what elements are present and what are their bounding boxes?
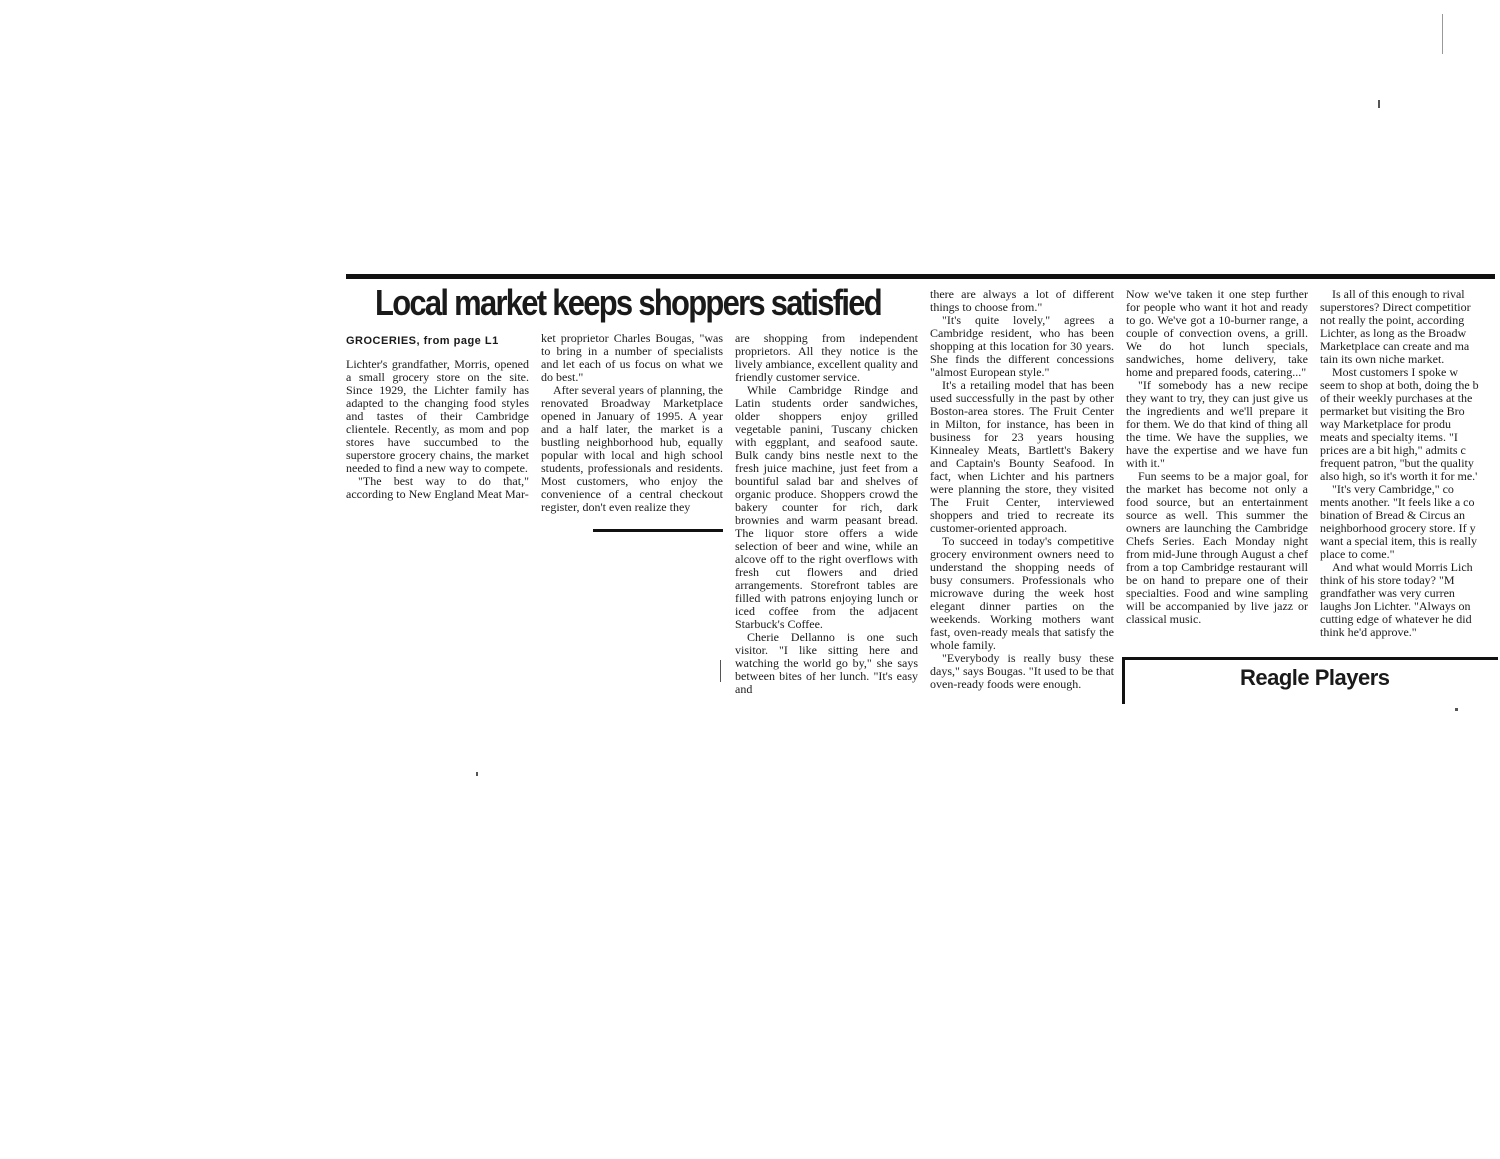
scan-speck [1455, 708, 1458, 711]
paragraph: are shopping from independent proprietors. All they notice is the lively ambiance, excellent quality and friendly customer service. [735, 331, 918, 384]
text-line: And what would Morris Lich [1332, 561, 1473, 574]
paragraph: After several years of planning, the renovated Broadway Marketplace opened in January of 1995. A year and a half later, the market is a bustling neighborhood hub, equally popular with local and high school students, professionals and residents. Most customers, who enjoy the convenience of a central checkout register, don't even realize they [541, 383, 723, 514]
text-line: Is all of this enough to rival [1332, 288, 1465, 301]
jump-line: GROCERIES, from page L1 [346, 335, 499, 347]
column-divider-rule [593, 529, 723, 532]
paragraph: there are always a lot of different things to choose from." [930, 287, 1114, 314]
article-column-4 [930, 288, 1114, 691]
text-line: think he'd approve." [1320, 626, 1417, 639]
text-line: want a special item, this is really [1320, 535, 1477, 548]
article-column-1 [346, 358, 529, 501]
text-line: ments another. "It feels like a co [1320, 496, 1475, 509]
paragraph: ket proprietor Charles Bougas, "was to bring in a number of specialists and let each of us focus on what we do best." [541, 331, 723, 384]
text-line: Marketplace can create and ma [1320, 340, 1470, 353]
scan-speck [1378, 100, 1380, 108]
text-line: think of his store today? "M [1320, 574, 1455, 587]
text-line: place to come." [1320, 548, 1395, 561]
headline: Local market keeps shoppers satisfied [375, 282, 881, 323]
text-line: grandfather was very curren [1320, 587, 1455, 600]
paragraph: "If somebody has a new recipe they want to try, they can just give us the ingredients and we'll prepare it for them. We do that kind of thing all the time. We have the supplies, we have the expertise and we have fun with it." [1126, 378, 1308, 470]
paragraph: Now we've taken it one step further for people who want it hot and ready to go. We've got a 10-burner range, a couple of convection ovens, a grill. We do hot lunch specials, sandwiches, home delivery, take home and prepared foods, catering..." [1126, 287, 1308, 379]
text-line: not really the point, according [1320, 314, 1465, 327]
text-line: tain its own niche market. [1320, 353, 1445, 366]
article-column-6-cropped [1320, 288, 1495, 639]
text-line: laughs Jon Lichter. "Always on [1320, 600, 1471, 613]
advertisement-title: Reagle Players [1240, 665, 1390, 690]
text-line: "It's very Cambridge," co [1332, 483, 1454, 496]
text-line: superstores? Direct competitior [1320, 301, 1471, 314]
text-line: neighborhood grocery store. If y [1320, 522, 1476, 535]
article-column-2 [541, 332, 723, 514]
paragraph: While Cambridge Rindge and Latin students order sandwiches, older shoppers enjoy grilled vegetable panini, Tuscany chicken with eggplant, and seafood saute. Bulk candy bins nestle next to the fresh juice machine, just feet from a bountiful salad bar and shelves of organic produce. Shoppers crowd the bakery counter for rich, dark brownies and warm peasant bread. The liquor store offers a wide selection of beer and wine, while an alcove off to the right overflows with fresh cut flowers and dried arrangements. Storefront tables are filled with patrons enjoying lunch or iced coffee from the adjacent Starbuck's Coffee. [735, 383, 918, 631]
scan-speck [720, 660, 721, 682]
scan-speck [476, 772, 478, 776]
paragraph: Cherie Dellanno is one such visitor. "I like sitting here and watching the world go by," she says between bites of her lunch. "It's easy and [735, 630, 918, 696]
paragraph: To succeed in today's competitive grocery environment owners need to understand the shopping needs of busy consumers. Professionals who microwave during the week host elegant dinner parties on the weekends. Working mothers want fast, oven-ready meals that satisfy the whole family. [930, 534, 1114, 652]
paragraph: It's a retailing model that has been used successfully in the past by other Boston-area stores. The Fruit Center in Milton, for instance, has been in business for 23 years housing Kinnealey Meats, Bartlett's Bakery and Captain's Bounty Seafood. In fact, when Lichter and his partners were planning the store, they visited The Fruit Center, interviewed shoppers and tried to recreate its customer-oriented approach. [930, 378, 1114, 535]
paragraph: "It's quite lovely," agrees a Cambridge resident, who has been shopping at this location for 30 years. She finds the different concessions "almost European style." [930, 313, 1114, 379]
text-line: bination of Bread & Circus an [1320, 509, 1465, 522]
text-line: also high, so it's worth it for me.' [1320, 470, 1478, 483]
paragraph: "The best way to do that," according to New England Meat Mar- [346, 474, 529, 501]
text-line: way Marketplace for produ [1320, 418, 1451, 431]
text-line: of their weekly purchases at the [1320, 392, 1473, 405]
text-line: prices are a bit high," admits c [1320, 444, 1466, 457]
text-line: permarket but visiting the Bro [1320, 405, 1465, 418]
text-line: seem to shop at both, doing the b [1320, 379, 1479, 392]
text-line: meats and specialty items. "I [1320, 431, 1458, 444]
paragraph: "Everybody is really busy these days," says Bougas. "It used to be that oven-ready foods were enough. [930, 651, 1114, 691]
top-rule [346, 274, 1495, 279]
text-line: Most customers I spoke w [1332, 366, 1458, 379]
text-line: cutting edge of whatever he did [1320, 613, 1472, 626]
paragraph: Lichter's grandfather, Morris, opened a small grocery store on the site. Since 1929, the Lichter family has adapted to the changing food styles and tastes of their Cambridge clientele. Recently, as mom and pop stores have succumbed to the superstore grocery chains, the market needed to find a new way to compete. [346, 357, 529, 475]
text-line: Lichter, as long as the Broadw [1320, 327, 1467, 340]
scan-speck [1442, 14, 1443, 54]
paragraph: Fun seems to be a major goal, for the market has become not only a food source, but an entertainment source as well. This summer the owners are launching the Cambridge Chefs Series. Each Monday night from mid-June through August a chef from a top Cambridge restaurant will be on hand to prepare one of their specialties. Food and wine sampling will be accompanied by live jazz or classical music. [1126, 469, 1308, 626]
article-column-5 [1126, 288, 1308, 626]
text-line: frequent patron, "but the quality [1320, 457, 1474, 470]
article-column-3 [735, 332, 918, 696]
